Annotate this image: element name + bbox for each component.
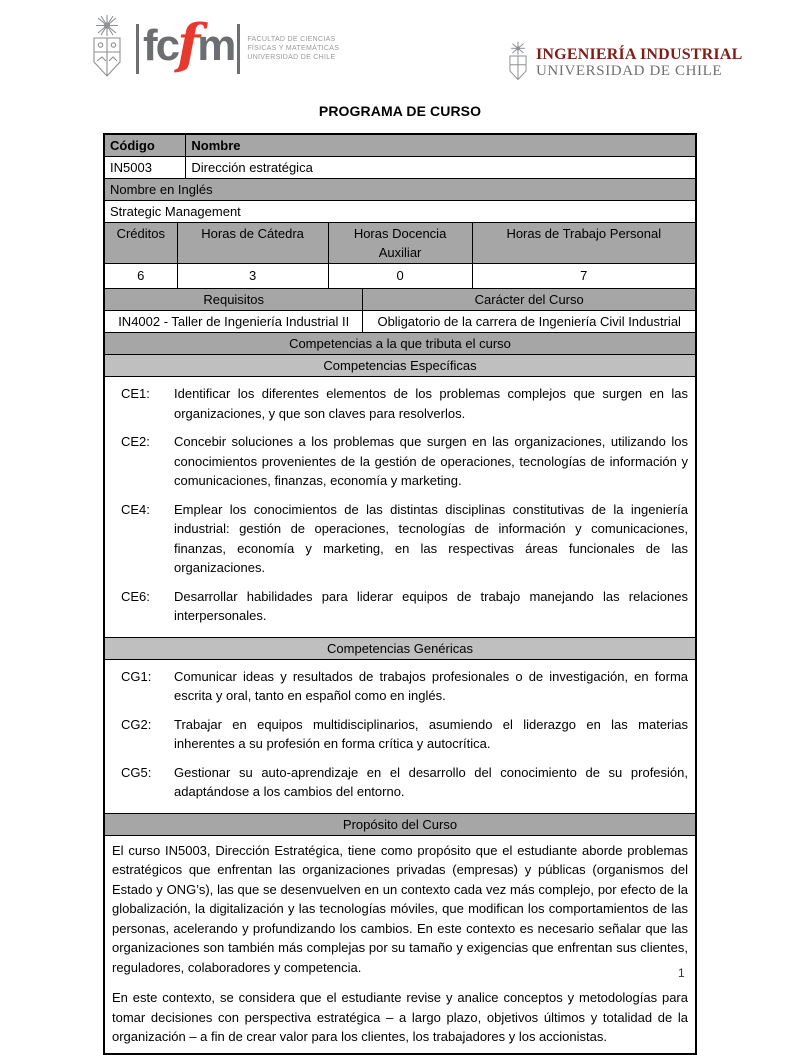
competencia-text: Desarrollar habilidades para liderar equipos de trabajo manejando las relaciones interpersonales. [174,588,688,623]
competencia-code: CG5: [121,764,152,780]
proposito-paragraph-2: En este contexto, se considera que el estudiante revise y analice conceptos y metodologías para tomar decisiones con perspectiva estratégica – a largo plazo, objetivos últimos y totalidad de la organización – a fin de crear valor para los clientes, los trabajadores y los accionistas. [112,990,688,1044]
table-row-code-name-values [105,157,695,179]
requisitos-value-cell: IN4002 - Taller de Ingeniería Industrial II [105,311,363,332]
horas-docencia-header-cell: Horas Docencia Auxiliar [329,223,473,263]
creditos-value-cell: 6 [105,264,178,288]
competencias-genericas-header-cell: Competencias Genéricas [105,638,695,659]
fcfm-red-f: f [177,11,199,75]
horas-catedra-header-cell: Horas de Cátedra [178,223,329,263]
competencia-code: CE2: [121,434,150,449]
nombre-ingles-value-cell: Strategic Management [110,204,241,219]
fcfm-caption-line: FACULTAD DE CIENCIAS [247,35,336,43]
competencia-item-ce4 [105,500,695,578]
table-row-genericas-body [105,660,695,814]
uchile-crest-icon [86,14,128,83]
competencia-text: Gestionar su auto-aprendizaje en el desarrollo del conocimiento de su profesión, adaptándose a los cambios del entorno. [174,764,688,799]
competencias-especificas-cell [105,377,695,637]
codigo-header-cell: Código [105,135,186,156]
nombre-ingles-header-cell: Nombre en Inglés [105,179,695,200]
competencia-code: CE6: [121,588,150,604]
nombre-value-cell: Dirección estratégica [191,160,313,175]
horas-catedra-value-cell: 3 [178,264,329,288]
competencia-text: Identificar los diferentes elementos de los problemas complejos que surgen en las organizaciones, y que son claves para resolverlos. [174,386,688,421]
table-row-code-name-header [105,135,695,157]
table-row-proposito-body [105,836,695,1053]
caracter-value-cell: Obligatorio de la carrera de Ingeniería Civil Industrial [377,314,681,329]
table-row-genericas-header [105,638,695,660]
table-row-english-name-value [105,201,695,223]
dii-logo-subtitle: UNIVERSIDAD DE CHILE [536,63,723,80]
competencia-item-cg2 [105,715,695,754]
table-row-requisitos-header [105,289,695,311]
proposito-header-cell: Propósito del Curso [105,814,695,835]
proposito-cell [105,836,695,1053]
competencia-item-cg5 [105,763,695,802]
table-row-proposito-header [105,814,695,836]
competencia-code: CE1: [121,386,150,401]
uchile-crest-icon [505,40,531,87]
competencia-item-cg1 [105,667,695,706]
table-row-english-name-header [105,179,695,201]
proposito-paragraph-1: El curso IN5003, Dirección Estratégica, tiene como propósito que el estudiante aborde problemas estratégicos que enfrentan las organizaciones privadas (empresas) y públicas (organismos del Estado y ONG’s), las que se desenvuelven en un contexto cada vez más complejo, por efecto de la globalización, la digitalización y las tecnologías móviles, que modifican los comportamientos de las personas, acelerando y profundizando los cambios. En este contexto es necesario señalar que las organizaciones son también más complejas por su tamaño y exigencias que enfrentan sus clientes, reguladores, colaboradores y competencia. [112,842,688,975]
fcfm-caption-line: FÍSICAS Y MATEMÁTICAS [247,44,340,52]
caracter-header-cell: Carácter del Curso [363,289,695,310]
competencia-item-ce2 [105,432,695,491]
table-row-requisitos-values [105,311,695,333]
creditos-header-cell: Créditos [105,223,178,263]
requisitos-header-cell: Requisitos [105,289,363,310]
horas-docencia-value-cell: 0 [329,264,473,288]
horas-trabajo-value-cell: 7 [580,268,588,283]
table-row-especificas-body [105,377,695,638]
competencias-genericas-cell [105,660,695,813]
competencia-text: Concebir soluciones a los problemas que surgen en las organizaciones, utilizando los conocimientos provenientes de la gestión de operaciones, tecnologías de información y comunicaciones, finanzas, economía y marketing. [174,434,688,488]
dii-logo-title: INGENIERÍA INDUSTRIAL [536,46,743,64]
nombre-header-cell: Nombre [186,135,695,156]
table-row-hours-header [105,223,695,264]
competencias-especificas-header-cell: Competencias Específicas [105,355,695,376]
table-row-competencias-header [105,333,695,355]
competencia-text: Trabajar en equipos multidisciplinarios, asumiendo el liderazgo en las materias inherentes a su profesión en forma crítica y autocrítica. [174,716,688,751]
competencias-header-cell: Competencias a la que tributa el curso [105,333,695,354]
table-row-hours-values [105,264,695,289]
competencia-code: CG1: [121,668,152,684]
fcfm-wordmark: fcfm [136,24,240,74]
table-row-especificas-header [105,355,695,377]
competencia-code: CG2: [121,716,152,732]
codigo-value-cell: IN5003 [105,157,186,178]
document-title: PROGRAMA DE CURSO [318,103,482,119]
industrial-engineering-logo [505,40,742,87]
fcfm-logo [86,11,340,83]
competencia-item-ce1 [105,384,695,423]
fcfm-caption-line: UNIVERSIDAD DE CHILE [247,54,336,62]
competencia-text: Comunicar ideas y resultados de trabajos profesionales o de investigación, en forma escrita y oral, tanto en español como en inglés. [174,668,688,703]
fcfm-caption [247,35,339,62]
horas-trabajo-header-cell: Horas de Trabajo Personal [473,223,695,263]
page-number: 1 [678,966,685,980]
competencia-item-ce6 [105,587,695,626]
course-program-table [103,133,697,1055]
wordmark-bar-right [237,24,240,74]
competencia-text: Emplear los conocimientos de las distintas disciplinas constitutivas de la ingeniería industrial: gestión de operaciones, tecnologías de información y comunicaciones, finanzas, economía y marketing, en las respectivas áreas funcionales de las organizaciones. [174,501,688,575]
competencia-code: CE4: [121,501,150,517]
